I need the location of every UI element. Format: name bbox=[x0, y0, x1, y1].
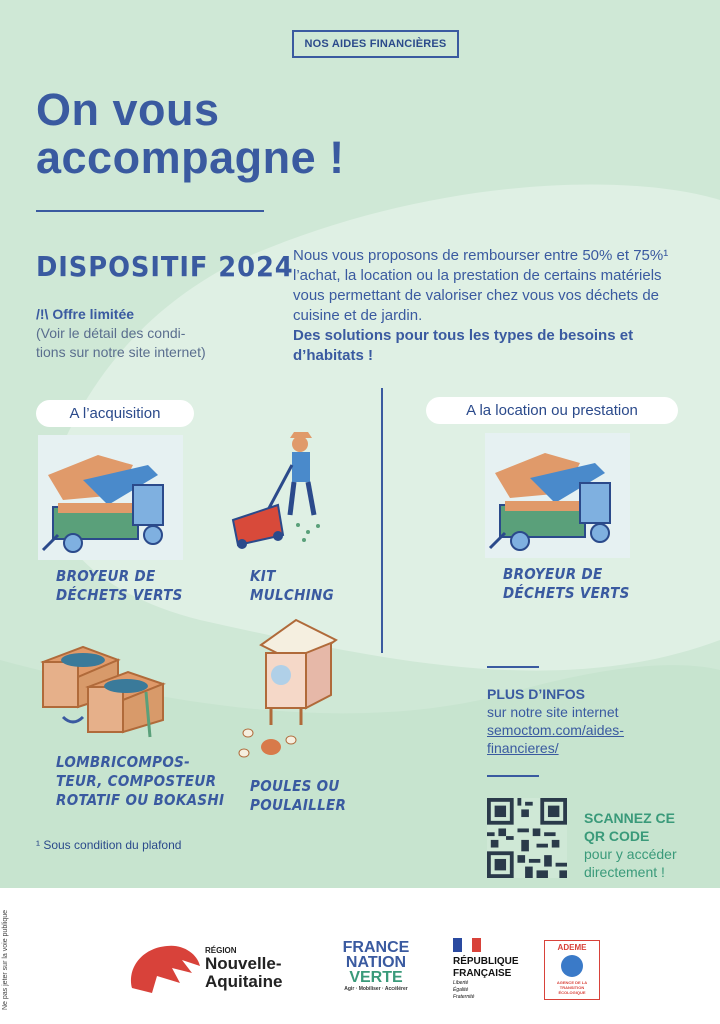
footer-logos bbox=[0, 888, 720, 1024]
qr-text-2: directement ! bbox=[584, 864, 665, 880]
france-tagline: Agir · Mobiliser · Accélérer bbox=[344, 986, 408, 992]
rep-motto-2: Égalité bbox=[453, 987, 469, 993]
qr-caption bbox=[584, 809, 704, 881]
acq-item-label-2: KIT MULCHING bbox=[250, 567, 334, 604]
lawn-mower-icon bbox=[228, 430, 338, 555]
compost-bins-icon bbox=[38, 632, 168, 742]
limited-offer-label: /!\ Offre limitée bbox=[36, 306, 135, 322]
rep-2: FRANÇAISE bbox=[453, 968, 512, 979]
rep-motto-1: Liberté bbox=[453, 980, 469, 986]
qr-heading-2: QR CODE bbox=[584, 828, 650, 844]
info-block bbox=[487, 685, 624, 757]
info-rule-bottom bbox=[487, 775, 539, 777]
page-title bbox=[36, 86, 345, 182]
info-rule-top bbox=[487, 666, 539, 668]
title-line-2: accompagne ! bbox=[36, 132, 345, 183]
france-1: FRANCE bbox=[342, 939, 410, 956]
ademe-logo bbox=[544, 940, 600, 1000]
rep-motto-3: Fraternité bbox=[453, 994, 475, 1000]
region-name bbox=[205, 955, 282, 991]
title-divider bbox=[36, 210, 264, 212]
dispositif-title: DISPOSITIF 2024 bbox=[36, 250, 294, 283]
title-line-1: On vous bbox=[36, 84, 220, 135]
ademe-globe-icon bbox=[561, 955, 583, 977]
ademe-name: ADEME bbox=[557, 943, 587, 952]
wood-chipper-icon-location bbox=[485, 433, 630, 558]
info-link-1[interactable]: semoctom.com/aides- bbox=[487, 722, 624, 738]
intro-body: Nous vous proposons de rembourser entre 50% et 75%¹ l’achat, la location ou la prestation de certains matériels vous permettant de valoriser chez vous vos déchets de cuisine et de jardin. bbox=[293, 247, 669, 324]
france-nation-verte-logo bbox=[336, 940, 416, 993]
qr-text-1: pour y accéder bbox=[584, 846, 677, 862]
acq-item-label-1: BROYEUR DE DÉCHETS VERTS bbox=[56, 567, 183, 604]
column-divider bbox=[381, 388, 383, 653]
qr-code-icon[interactable] bbox=[487, 798, 567, 878]
chicken-coop-icon bbox=[236, 615, 356, 765]
region-lion-logo-icon bbox=[122, 938, 202, 1000]
limited-offer-detail: (Voir le détail des condi- tions sur notre site internet) bbox=[36, 325, 206, 360]
wood-chipper-icon bbox=[38, 435, 183, 560]
region-name-2: Aquitaine bbox=[205, 972, 283, 991]
location-pill: A la location ou prestation bbox=[426, 397, 678, 424]
side-note: Ne pas jeter sur la voie publique bbox=[2, 909, 9, 1010]
region-label-small: RÉGION bbox=[205, 946, 237, 955]
qr-heading-1: SCANNEZ CE bbox=[584, 810, 676, 826]
footnote: ¹ Sous condition du plafond bbox=[36, 838, 182, 852]
ademe-sub: AGENCE DE LA TRANSITION ÉCOLOGIQUE bbox=[556, 980, 588, 995]
region-name-1: Nouvelle- bbox=[205, 954, 282, 973]
rep-1: RÉPUBLIQUE bbox=[453, 956, 519, 967]
marianne-flag-icon bbox=[453, 938, 481, 952]
info-line: sur notre site internet bbox=[487, 704, 619, 720]
france-2: NATION bbox=[345, 954, 407, 971]
intro-bold: Des solutions pour tous les types de besoins et d’habitats ! bbox=[293, 327, 634, 364]
limited-offer bbox=[36, 305, 266, 362]
info-link-2[interactable]: financieres/ bbox=[487, 740, 559, 756]
info-heading: PLUS D’INFOS bbox=[487, 686, 586, 702]
section-tag: NOS AIDES FINANCIÈRES bbox=[292, 30, 459, 58]
acquisition-pill: A l’acquisition bbox=[36, 400, 194, 427]
republique-logo bbox=[453, 956, 519, 1001]
acq-item-label-4: POULES OU POULAILLER bbox=[250, 777, 347, 814]
intro-text bbox=[293, 246, 688, 366]
france-3: VERTE bbox=[349, 969, 403, 986]
acq-item-label-3: LOMBRICOMPOS- TEUR, COMPOSTEUR ROTATIF OU BOKASHI bbox=[56, 753, 225, 809]
loc-item-label-1: BROYEUR DE DÉCHETS VERTS bbox=[503, 565, 630, 602]
